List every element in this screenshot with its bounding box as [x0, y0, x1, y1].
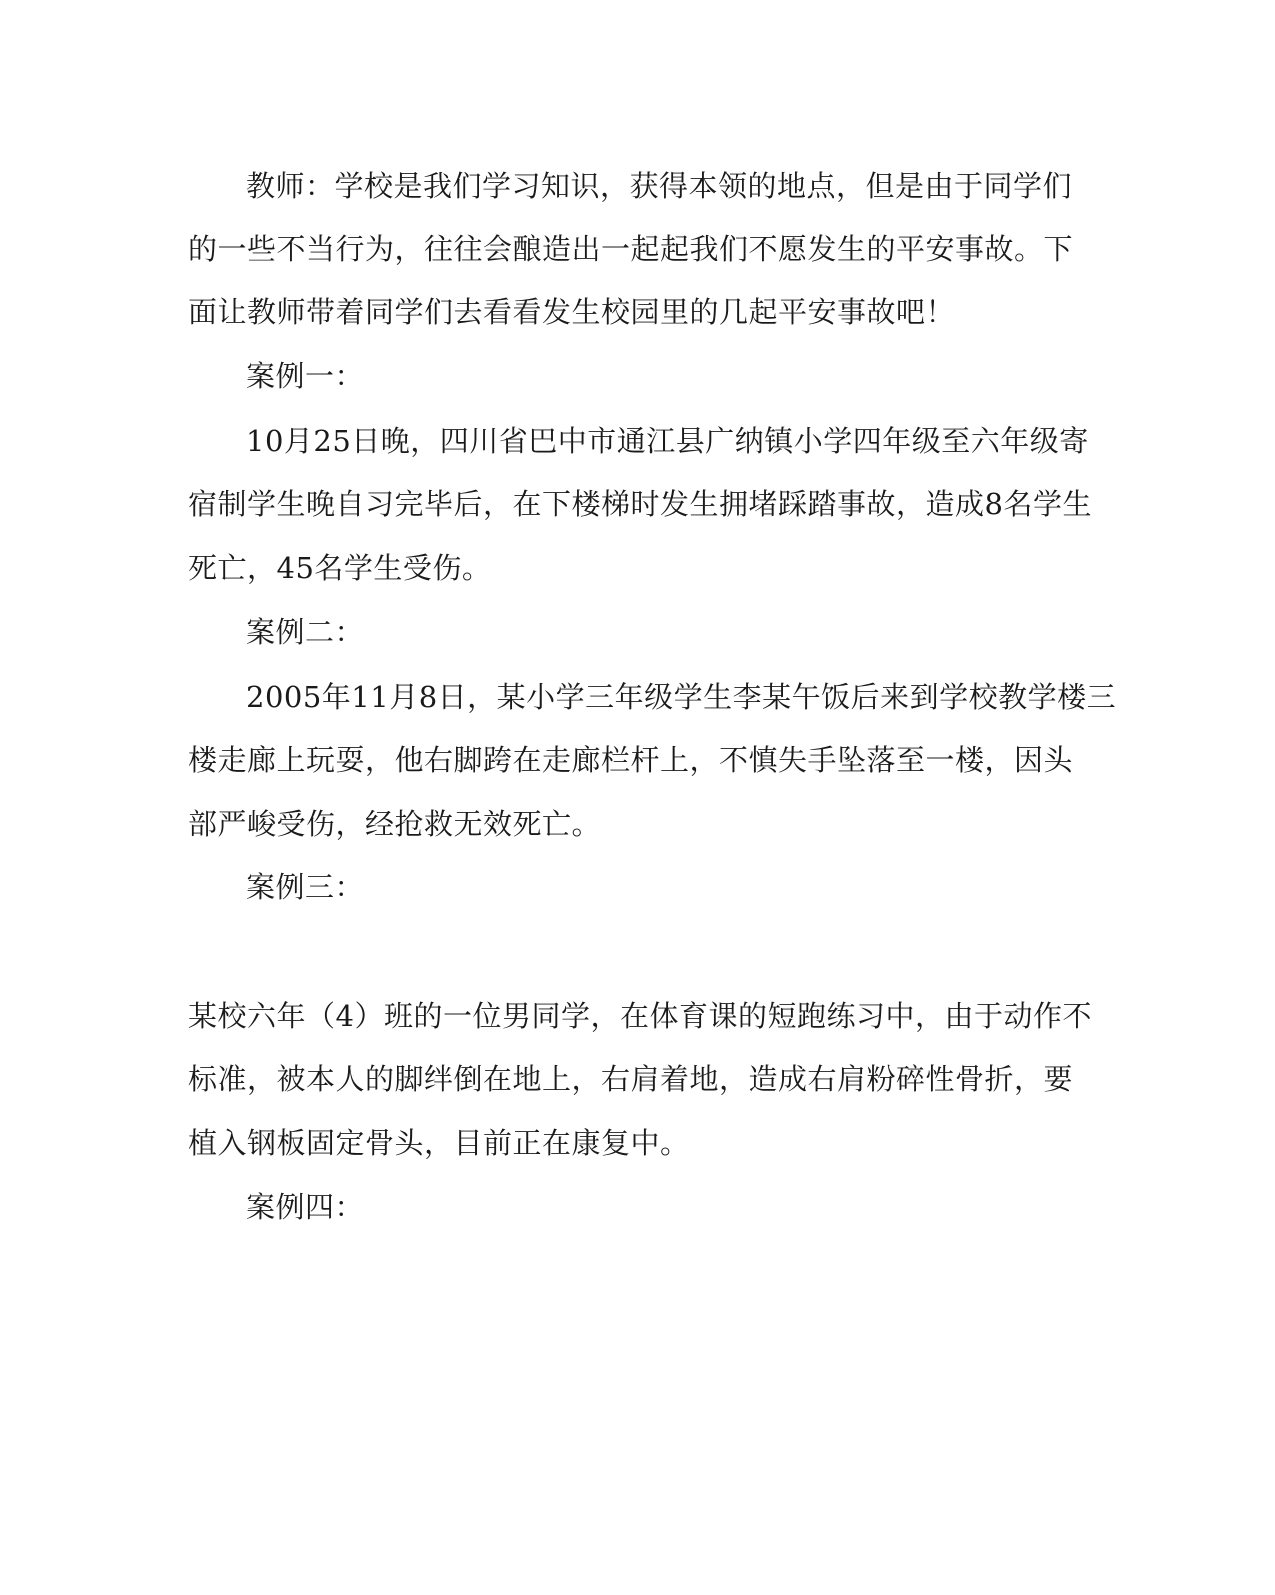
case-three-text-line-3: 植入钢板固定骨头，目前正在康复中。	[188, 1126, 690, 1160]
case-three-text-line-1: 某校六年（4）班的一位男同学，在体育课的短跑练习中，由于动作不	[188, 999, 1092, 1033]
paragraph-teacher-intro-line-2: 的一些不当行为，往往会酿造出一起起我们不愿发生的平安事故。下	[188, 232, 1074, 266]
case-one-text-line-1: 10月25日晚，四川省巴中市通江县广纳镇小学四年级至六年级寄	[246, 424, 1089, 458]
case-two-text-line-1: 2005年11月8日，某小学三年级学生李某午饭后来到学校教学楼三	[246, 680, 1117, 714]
case-one-text-line-3: 死亡，45名学生受伤。	[188, 551, 492, 585]
case-three-heading: 案例三：	[246, 870, 365, 904]
case-four-heading: 案例四：	[246, 1190, 365, 1224]
case-two-text-line-3: 部严峻受伤，经抢救无效死亡。	[188, 807, 602, 841]
case-one-text-line-2: 宿制学生晚自习完毕后，在下楼梯时发生拥堵踩踏事故，造成8名学生	[188, 487, 1092, 521]
paragraph-teacher-intro-line-1: 教师：学校是我们学习知识，获得本领的地点，但是由于同学们	[246, 169, 1073, 203]
case-two-heading: 案例二：	[246, 615, 365, 649]
case-three-text-line-2: 标准，被本人的脚绊倒在地上，右肩着地，造成右肩粉碎性骨折，要	[188, 1062, 1074, 1096]
case-one-heading: 案例一：	[246, 359, 365, 393]
paragraph-teacher-intro-line-3: 面让教师带着同学们去看看发生校园里的几起平安事故吧！	[188, 295, 956, 329]
case-two-text-line-2: 楼走廊上玩耍，他右脚跨在走廊栏杆上，不慎失手坠落至一楼，因头	[188, 743, 1074, 777]
